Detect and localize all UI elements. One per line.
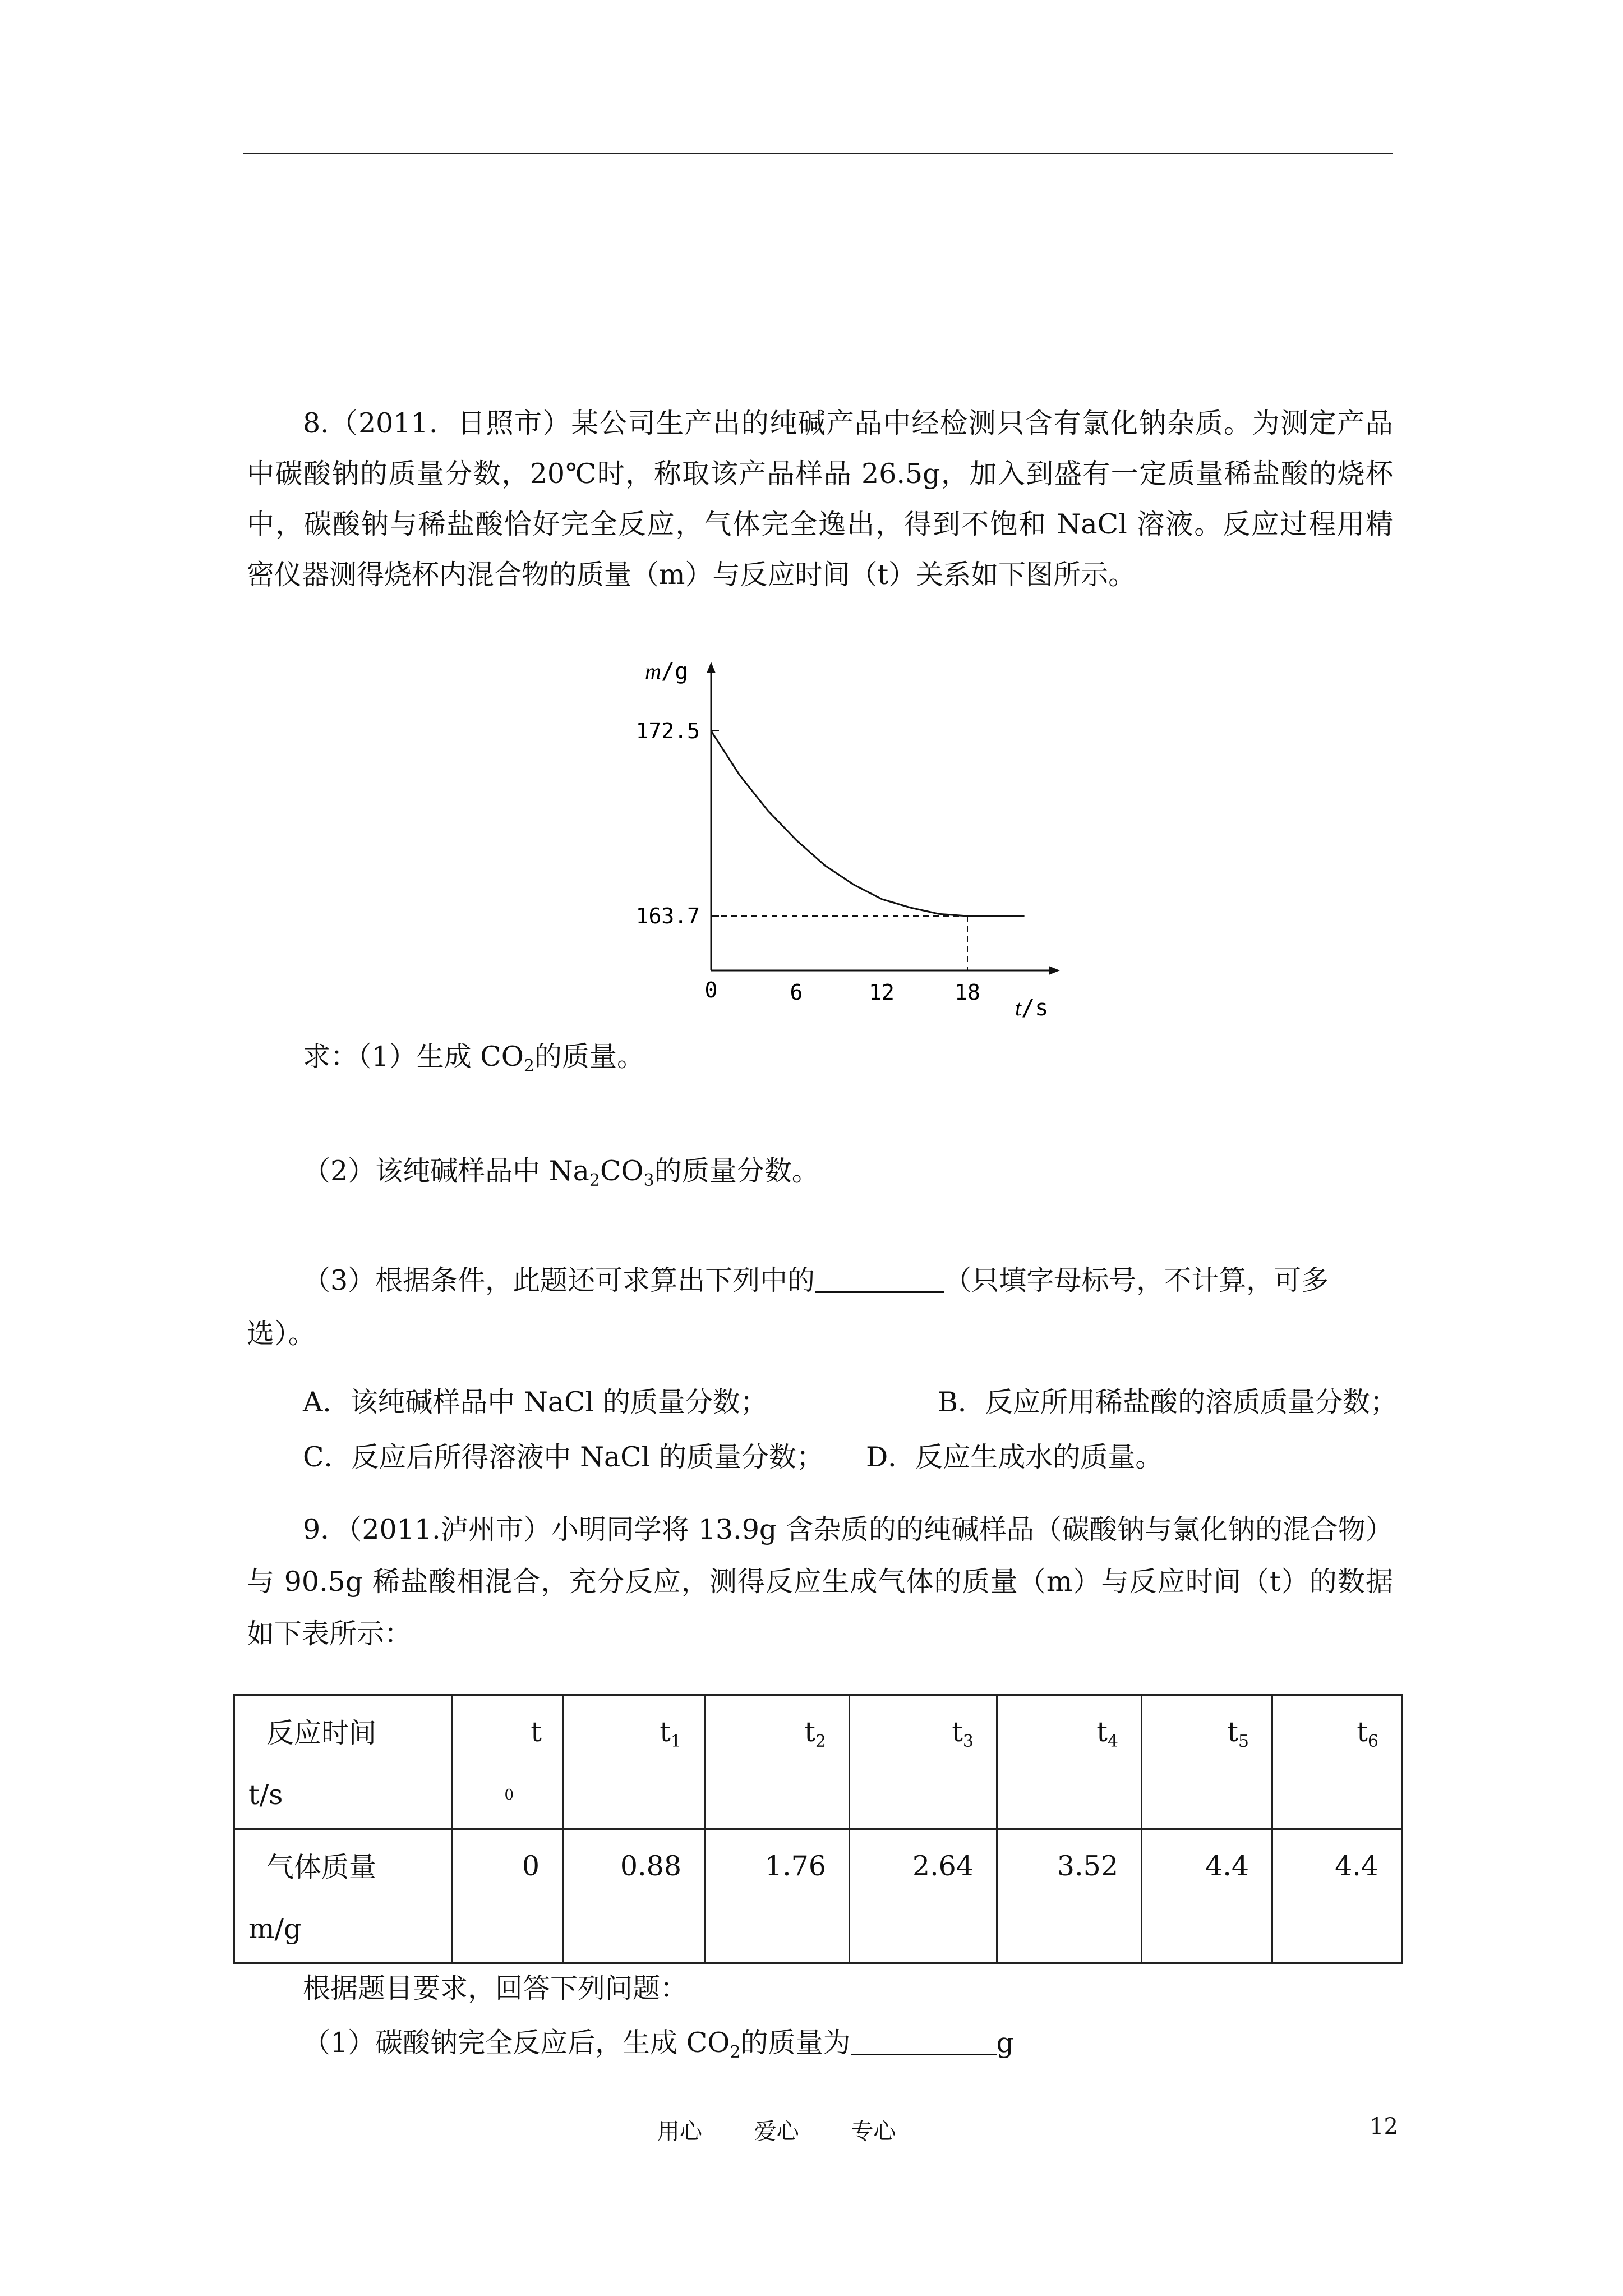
q8-ask-2: （2）该纯碱样品中 $Na_2CO_3$的质量分数。 xyxy=(303,1155,819,1190)
q8-answer-blank[interactable] xyxy=(815,1264,944,1293)
row-label-time: 反应时间 t/s xyxy=(234,1695,452,1829)
cell-t5: $t_5$ xyxy=(1142,1695,1272,1829)
q8-option-b: B．反应所用稀盐酸的溶质质量分数； xyxy=(938,1386,1398,1418)
q9-line-3: 如下表所示： xyxy=(247,1618,412,1650)
q9-instruction: 根据题目要求，回答下列问题： xyxy=(303,1972,688,2004)
table-row-time xyxy=(234,1695,1402,1829)
q8-option-a: A．该纯碱样品中 NaCl 的质量分数； xyxy=(303,1386,768,1418)
cell-t4: $t_4$ xyxy=(997,1695,1142,1829)
footer-motto: 用心 爱心 专心 xyxy=(657,2119,896,2145)
cell-m4: 3.52 xyxy=(997,1829,1142,1963)
cell-t6: $t_6$ xyxy=(1272,1695,1402,1829)
cell-t0: t 0 xyxy=(452,1695,563,1829)
q9-line-1: 9．（2011.泸州市）小明同学将 13.9g 含杂质的的纯碱样品（碳酸钠与氯化钠的混合物） xyxy=(303,1513,1393,1545)
q9-line-2: 与 90.5g 稀盐酸相混合，充分反应，测得反应生成气体的质量（m）与反应时间（t）的数据 xyxy=(247,1566,1393,1598)
table-row-mass xyxy=(234,1829,1402,1963)
cell-t3: $t_3$ xyxy=(850,1695,997,1829)
row-label-mass: 气体质量 m/g xyxy=(234,1829,452,1963)
cell-t2: $t_2$ xyxy=(705,1695,850,1829)
cell-m0: 0 xyxy=(452,1829,563,1963)
q9-ask-1: （1）碳酸钠完全反应后，生成 $CO_2$的质量为 g xyxy=(303,2027,1014,2062)
q8-line-4: 密仪器测得烧杯内混合物的质量（m）与反应时间（t）关系如下图所示。 xyxy=(247,559,1136,591)
y-tick-label-172-5: 172.5 xyxy=(635,719,700,743)
x-axis-label: t/s xyxy=(1015,995,1049,1021)
q9-data-table xyxy=(233,1694,1403,1964)
y-axis-label: m/g xyxy=(645,659,689,684)
y-tick-label-163-7: 163.7 xyxy=(635,904,700,928)
mass-time-chart xyxy=(611,656,1071,1027)
q8-ask-3: （3）根据条件，此题还可求算出下列中的 （只填字母标号，不计算，可多 xyxy=(303,1264,1329,1296)
x-tick-label-6: 6 xyxy=(790,980,803,1005)
page-number: 12 xyxy=(1370,2114,1398,2139)
q8-line-2: 中碳酸钠的质量分数，20℃时，称取该产品样品 26.5g，加入到盛有一定质量稀盐酸的烧杯 xyxy=(247,458,1393,490)
q8-line-3: 中，碳酸钠与稀盐酸恰好完全反应，气体完全逸出，得到不饱和 NaCl 溶液。反应过程用精 xyxy=(247,508,1393,540)
x-tick-label-12: 12 xyxy=(869,980,895,1005)
q8-option-c: C．反应后所得溶液中 NaCl 的质量分数； xyxy=(303,1441,824,1473)
cell-m5: 4.4 xyxy=(1142,1829,1272,1963)
q8-line-1: 8.（2011．日照市）某公司生产出的纯碱产品中经检测只含有氯化钠杂质。为测定产品 xyxy=(303,407,1393,439)
cell-m1: 0.88 xyxy=(563,1829,705,1963)
cell-t1: $t_1$ xyxy=(563,1695,705,1829)
cell-m3: 2.64 xyxy=(850,1829,997,1963)
q8-ask-1: 求：（1）生成 $CO_2$的质量。 xyxy=(303,1041,645,1076)
header-rule xyxy=(243,153,1393,154)
q9-answer-blank[interactable] xyxy=(851,2027,997,2055)
q8-ask-3-cont: 选）。 xyxy=(247,1318,316,1350)
cell-m6: 4.4 xyxy=(1272,1829,1402,1963)
q8-option-d: D．反应生成水的质量。 xyxy=(866,1441,1163,1473)
x-tick-label-18: 18 xyxy=(955,980,980,1005)
cell-m2: 1.76 xyxy=(705,1829,850,1963)
mass-curve xyxy=(711,731,1025,916)
x-tick-label-0: 0 xyxy=(704,978,718,1002)
